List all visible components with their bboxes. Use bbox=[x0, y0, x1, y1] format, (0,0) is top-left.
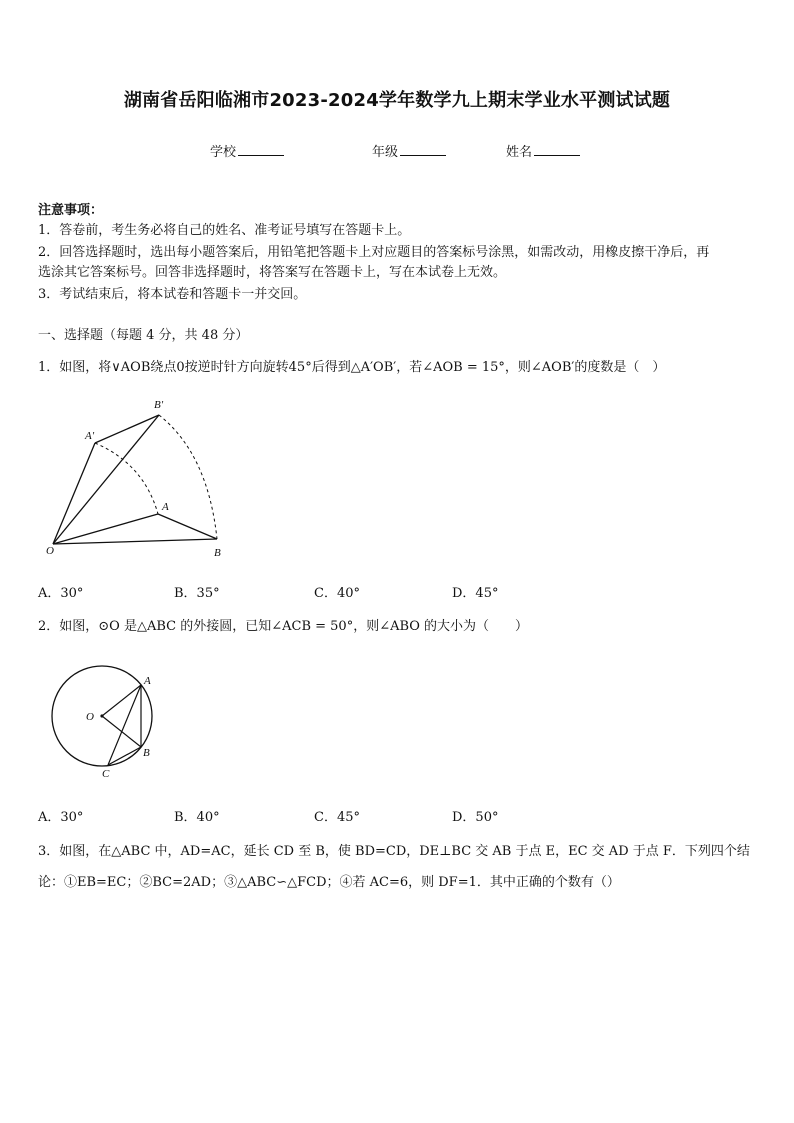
q1-option-a: A．30° bbox=[38, 586, 84, 601]
label-A: A bbox=[162, 501, 169, 513]
q1-option-d: D．45° bbox=[452, 586, 499, 601]
q2-option-b: B．40° bbox=[174, 810, 220, 825]
segment-OB bbox=[53, 539, 217, 544]
school-blank bbox=[238, 143, 284, 156]
segment-OA-prime bbox=[53, 443, 95, 544]
q1-option-c: C．40° bbox=[314, 586, 360, 601]
label-O: O bbox=[46, 545, 54, 557]
arc-B-to-B-prime bbox=[159, 415, 217, 539]
label-B-prime: B′ bbox=[154, 399, 164, 411]
notice-item-1: 1．答卷前，考生务必将自己的姓名、准考证号填写在答题卡上。 bbox=[38, 223, 411, 238]
name-field bbox=[506, 141, 580, 160]
label-A: A bbox=[144, 675, 151, 687]
name-blank bbox=[534, 143, 580, 156]
notice-item-2a: 2．回答选择题时，选出每小题答案后，用铅笔把答题卡上对应题目的答案标号涂黑，如需改动，用橡皮擦干净后，再 bbox=[38, 245, 710, 260]
label-C: C bbox=[102, 768, 110, 780]
segment-OA bbox=[53, 514, 158, 544]
school-field bbox=[210, 141, 284, 160]
q2-text: 2．如图，⊙O 是△ABC 的外接圆，已知∠ACB = 50°，则∠ABO 的大小为（ ） bbox=[38, 619, 529, 634]
q2-figure bbox=[40, 660, 170, 790]
grade-field bbox=[372, 141, 446, 160]
q1-figure bbox=[40, 392, 240, 564]
q3-line-1: 3．如图，在△ABC 中，AD=AC，延长 CD 至 B，使 BD=CD，DE⊥BC 交 AB 于点 E，EC 交 AD 于点 F．下列四个结 bbox=[38, 844, 750, 859]
section-heading: 一、选择题（每题 4 分，共 48 分） bbox=[38, 328, 249, 343]
q2-option-a: A．30° bbox=[38, 810, 84, 825]
grade-blank bbox=[400, 143, 446, 156]
page-title: 湖南省岳阳临湘市2023-2024学年数学九上期末学业水平测试试题 bbox=[123, 90, 671, 111]
q1-text: 1．如图，将∨AOB绕点0按逆时针方向旋转45°后得到△A′OB′，若∠AOB = 15°，则∠AOB′的度数是（ ） bbox=[38, 360, 666, 375]
segment-CB bbox=[108, 747, 141, 765]
q2-option-d: D．50° bbox=[452, 810, 499, 825]
center-point bbox=[100, 714, 103, 717]
segment-AB bbox=[158, 514, 217, 539]
notice-item-3: 3．考试结束后，将本试卷和答题卡一并交回。 bbox=[38, 287, 307, 302]
label-A-prime: A′ bbox=[85, 430, 95, 442]
name-label: 姓名 bbox=[506, 145, 533, 160]
segment-OB-prime bbox=[53, 415, 159, 544]
notice-heading: 注意事项： bbox=[38, 203, 104, 218]
school-label: 学校 bbox=[210, 145, 237, 160]
label-B: B bbox=[143, 747, 150, 759]
q2-option-c: C．45° bbox=[314, 810, 360, 825]
notice-item-2b: 选涂其它答案标号。回答非选择题时，将答案写在答题卡上，写在本试卷上无效。 bbox=[38, 265, 507, 280]
label-O: O bbox=[86, 711, 94, 723]
grade-label: 年级 bbox=[372, 145, 399, 160]
segment-A-prime-B-prime bbox=[95, 415, 159, 443]
q3-line-2: 论：①EB=EC；②BC=2AD；③△ABC∽△FCD；④若 AC=6，则 DF=1．其中正确的个数有（） bbox=[38, 875, 620, 890]
q1-option-b: B．35° bbox=[174, 586, 220, 601]
label-B: B bbox=[214, 547, 221, 559]
